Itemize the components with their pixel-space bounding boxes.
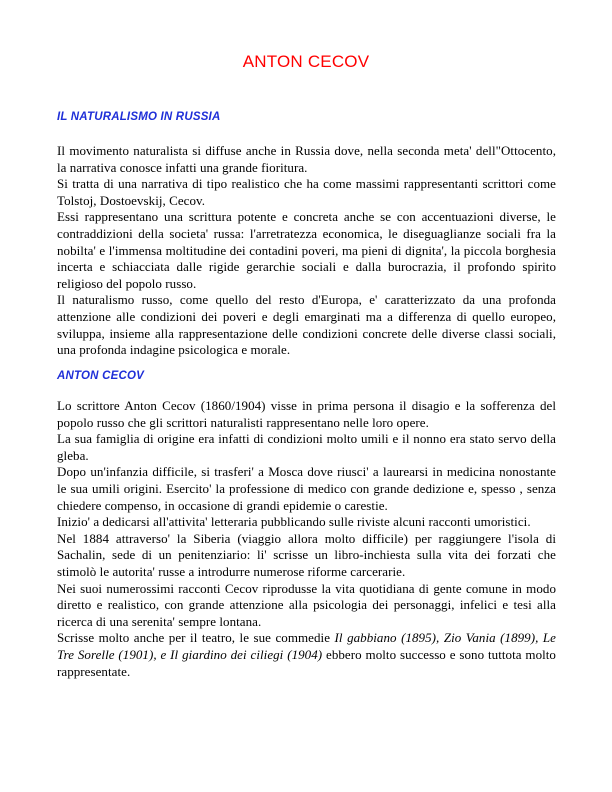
- section-heading-naturalismo: IL NATURALISMO IN RUSSIA: [57, 111, 221, 123]
- paragraph-lead: Scrisse molto anche per il teatro, le sue commedie: [57, 630, 335, 646]
- paragraph: Lo scrittore Anton Cecov (1860/1904) visse in prima persona il disagio e la sofferenza del popolo russo che gli scrittori naturalisti rappresentano nelle loro opere.: [57, 398, 556, 430]
- paragraph-theatre: [57, 630, 556, 680]
- paragraph: Inizio' a dedicarsi all'attivita' letteraria pubblicando sulle riviste alcuni racconti umoristici.: [57, 514, 531, 530]
- paragraph: Il naturalismo russo, come quello del resto d'Europa, e' caratterizzato da una profonda attenzione alle condizioni dei poveri e degli emarginati ma a differenza di quello europeo, sviluppa, insieme alla rappresentazione delle condizioni concrete delle diverse classi sociali, una profonda indagine psicologica e morale.: [57, 292, 556, 358]
- section-body-cecov: [57, 398, 556, 680]
- paragraph: Essi rappresentano una scrittura potente e concreta anche se con accentuazioni diverse, le contraddizioni della societa' russa: l'arretratezza economica, le diseguaglianze sociali fra la nobilta' e l'immensa moltitudine dei contadini poveri, ma pieni di dignita', la piccola borghesia incerta e schiacciata dalle rigide gerarchie sociali e dalla burocrazia, il profondo spirito religioso del popolo russo.: [57, 209, 556, 291]
- paragraph: Dopo un'infanzia difficile, si trasferi' a Mosca dove riusci' a laurearsi in medicina nonostante le sua umili origini. Esercito' la professione di medico con grande dedizione e, spesso , senza chiedere compenso, in occasione di grandi epidemie o carestie.: [57, 464, 556, 513]
- section-body-naturalismo: [57, 143, 556, 359]
- works-list: Il gabbiano (1895), Zio Vania (1899), Le Tre Sorelle (1901), e Il giardino dei ciliegi (1904): [57, 630, 557, 662]
- paragraph: Si tratta di una narrativa di tipo realistico che ha come massimi rappresentanti scrittori come Tolstoj, Dostoevskij, Cecov.: [57, 176, 556, 208]
- paragraph: La sua famiglia di origine era infatti di condizioni molto umili e il nonno era stato servo della gleba.: [57, 431, 556, 463]
- section-heading-cecov: ANTON CECOV: [57, 370, 144, 382]
- page-title: ANTON CECOV: [242, 52, 370, 71]
- paragraph: Nel 1884 attraverso' la Siberia (viaggio allora molto difficile) per raggiungere l'isola di Sachalin, sede di un penitenziario: li' scrisse un libro-inchiesta sulla vita dei forzati che stimolò le autorita' russe a introdurre numerose riforme carcerarie.: [57, 530, 556, 579]
- paragraph-tail: ebbero molto successo e sono tuttota molto rappresentate.: [57, 646, 556, 679]
- paragraph: Il movimento naturalista si diffuse anche in Russia dove, nella seconda meta' dell"Ottocento, la narrativa conosce infatti una grande fioritura.: [57, 143, 556, 175]
- paragraph: Nei suoi numerossimi racconti Cecov riprodusse la vita quotidiana di gente comune in modo diretto e realistico, con grande attenzione alla psicologia dei personaggi, infelici e tesi alla ricerca di una serenita' sempre lontana.: [57, 580, 556, 629]
